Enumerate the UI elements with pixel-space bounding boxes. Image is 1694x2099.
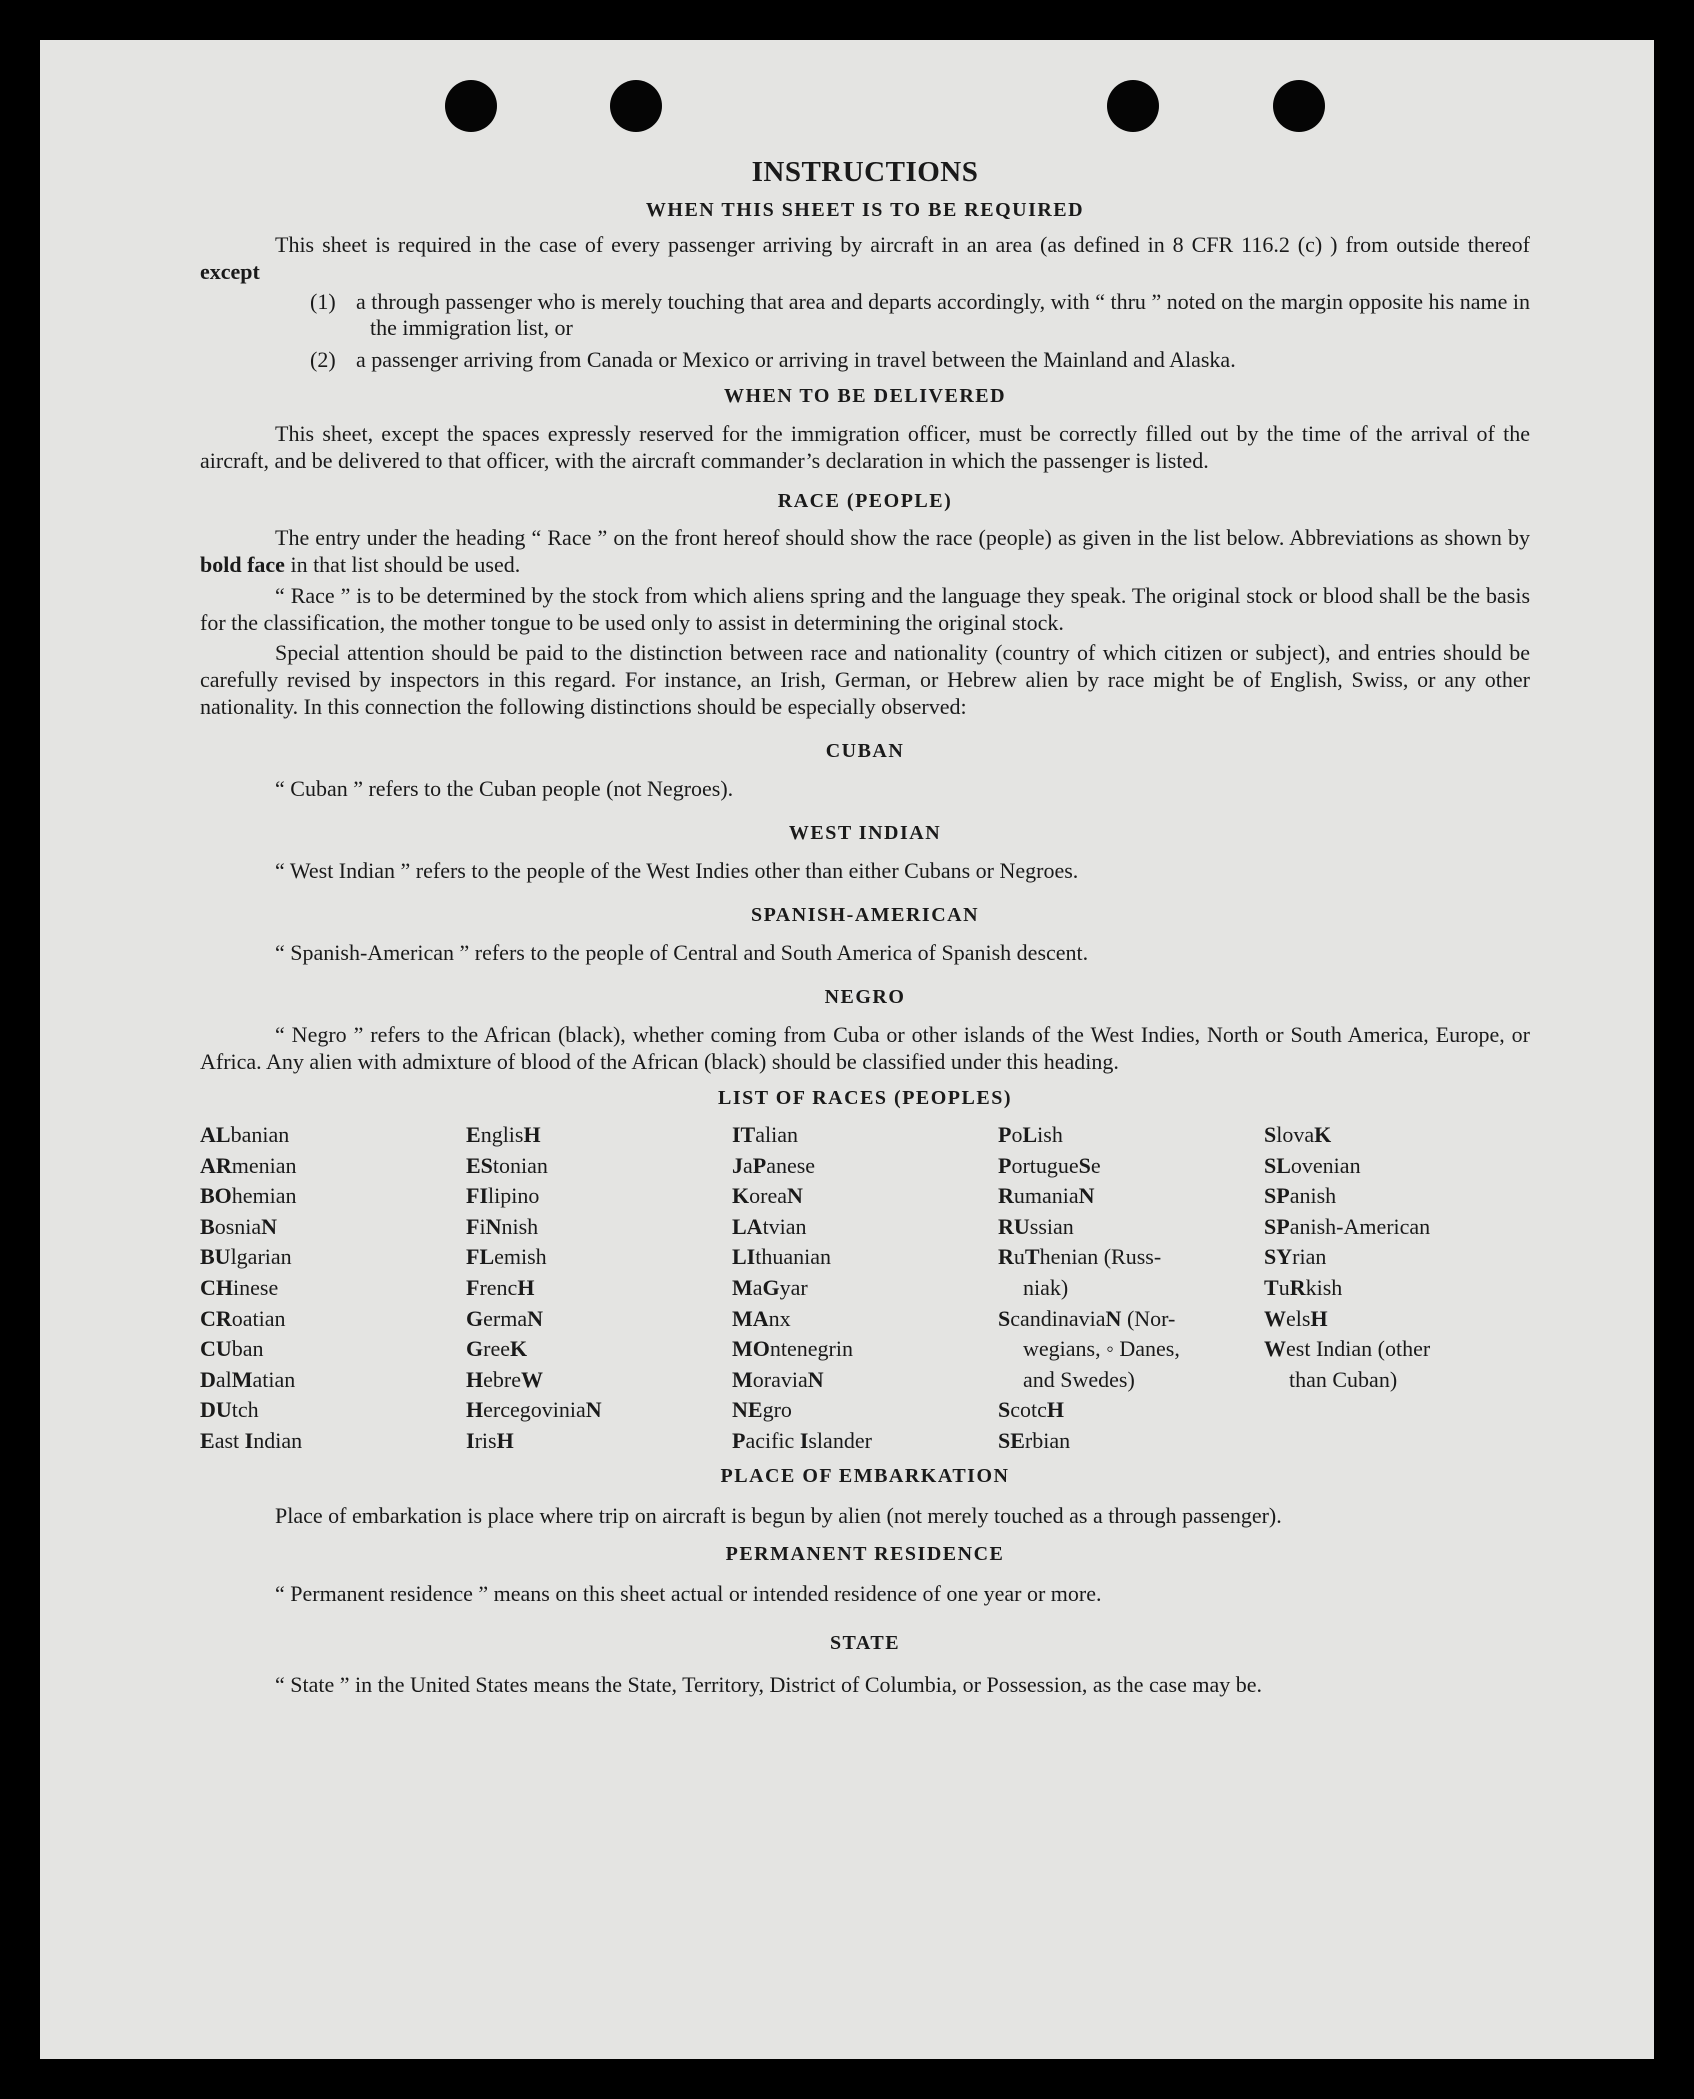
race-name-part: lipino bbox=[488, 1183, 540, 1209]
race-entry bbox=[200, 1334, 466, 1365]
required-item-1: (1) a through passenger who is merely touching that area and departs accordingly, with “ thru ” noted on the margin opposite his name in the immigration list, or bbox=[310, 289, 1530, 340]
race-name-part: al bbox=[215, 1366, 232, 1392]
race-name-part: thuanian bbox=[755, 1244, 832, 1270]
race-abbreviation: SE bbox=[998, 1427, 1025, 1453]
race-column bbox=[200, 1120, 466, 1457]
race-abbreviation: W bbox=[1264, 1336, 1286, 1362]
race-entry bbox=[998, 1120, 1264, 1151]
race-entry bbox=[998, 1334, 1264, 1365]
race-entry bbox=[1264, 1151, 1530, 1182]
race-abbreviation: J bbox=[732, 1152, 743, 1178]
cuban-text: “ Cuban ” refers to the Cuban people (not Negroes). bbox=[275, 776, 734, 801]
race-abbreviation: BO bbox=[200, 1183, 232, 1209]
race-abbreviation: N bbox=[585, 1397, 602, 1423]
heading-spanish-american: SPANISH-AMERICAN bbox=[750, 904, 980, 926]
race-entry bbox=[732, 1304, 998, 1335]
race-entry bbox=[200, 1181, 466, 1212]
race-name-part: nish bbox=[501, 1213, 539, 1239]
race-entry bbox=[466, 1334, 732, 1365]
heading-race: RACE (PEOPLE) bbox=[777, 490, 953, 512]
race-name-part: oatian bbox=[231, 1305, 286, 1331]
race-abbreviation: G bbox=[762, 1274, 780, 1300]
race-abbreviation: I bbox=[244, 1427, 254, 1453]
west-indian-text: “ West Indian ” refers to the people of the West Indies other than either Cubans or Negroes. bbox=[275, 858, 1079, 883]
race-column bbox=[998, 1120, 1264, 1457]
race-name-part: yar bbox=[779, 1274, 808, 1300]
race-entry bbox=[466, 1181, 732, 1212]
punch-hole bbox=[1107, 80, 1159, 132]
race-abbreviation: P bbox=[998, 1152, 1012, 1178]
race-name-part: osnia bbox=[214, 1213, 262, 1239]
embarkation-text: Place of embarkation is place where trip on aircraft is begun by alien (not merely touched as a through passenger). bbox=[275, 1502, 1282, 1528]
permanent-residence-text: “ Permanent residence ” means on this sheet actual or intended residence of one year or more. bbox=[275, 1580, 1102, 1606]
race-name-part: and Swedes) bbox=[1023, 1366, 1135, 1392]
race-paragraph-2: “ Race ” is to be determined by the stock from which aliens spring and the language they speak. The original stock or blood shall be the basis for the classification, the mother tongue to be used only to assist in determining the original stock. bbox=[200, 583, 1530, 635]
race-name-part: ris bbox=[474, 1427, 497, 1453]
race-abbreviation: H bbox=[466, 1397, 484, 1423]
race-name-part: ovenian bbox=[1290, 1152, 1361, 1178]
race-abbreviation: D bbox=[200, 1366, 216, 1392]
race-abbreviation: H bbox=[466, 1366, 484, 1392]
race-abbreviation: AL bbox=[200, 1122, 231, 1147]
race-name-part: niak) bbox=[1023, 1274, 1069, 1300]
instructions-content bbox=[200, 156, 1530, 1700]
race-abbreviation: IT bbox=[732, 1122, 756, 1147]
race-abbreviation: N bbox=[485, 1213, 502, 1239]
race-abbreviation: K bbox=[509, 1336, 528, 1362]
heading-cuban: CUBAN bbox=[825, 740, 905, 762]
race-entry bbox=[1264, 1365, 1530, 1396]
race-abbreviation: G bbox=[466, 1305, 484, 1331]
race-name-part: e bbox=[1090, 1152, 1101, 1178]
race-entry bbox=[200, 1395, 466, 1426]
race-entry bbox=[732, 1273, 998, 1304]
race-abbreviation: K bbox=[1314, 1122, 1332, 1147]
race-name-part: emish bbox=[494, 1244, 547, 1270]
race-abbreviation: N bbox=[786, 1183, 803, 1209]
race-abbreviation: AR bbox=[200, 1152, 232, 1178]
heading-west-indian: WEST INDIAN bbox=[788, 822, 942, 844]
race-abbreviation: M bbox=[732, 1274, 753, 1300]
race-entry bbox=[732, 1395, 998, 1426]
race-abbreviation: H bbox=[1310, 1305, 1328, 1331]
race-name-part: cotc bbox=[1010, 1397, 1047, 1423]
race-entry bbox=[998, 1151, 1264, 1182]
race-abbreviation: I bbox=[799, 1427, 809, 1453]
race-abbreviation: SP bbox=[1264, 1183, 1290, 1209]
race-entry bbox=[466, 1151, 732, 1182]
race-column bbox=[732, 1120, 998, 1457]
race-abbreviation: R bbox=[1289, 1274, 1306, 1300]
page-title: INSTRUCTIONS bbox=[751, 156, 979, 188]
race-abbreviation: ES bbox=[466, 1152, 493, 1178]
race-abbreviation: H bbox=[496, 1427, 514, 1453]
race-name-part: orea bbox=[749, 1183, 787, 1209]
race-abbreviation: S bbox=[1264, 1122, 1277, 1147]
race-abbreviation: S bbox=[998, 1397, 1011, 1423]
race-entry bbox=[732, 1242, 998, 1273]
punch-hole bbox=[1273, 80, 1325, 132]
race-entry bbox=[466, 1395, 732, 1426]
race-abbreviation: LI bbox=[732, 1244, 756, 1270]
spanish-american-text: “ Spanish-American ” refers to the people of Central and South America of Spanish descent. bbox=[275, 940, 1089, 965]
race-list bbox=[200, 1120, 1530, 1457]
race-paragraph-3: Special attention should be paid to the distinction between race and nationality (country of which citizen or subject), and entries should be carefully revised by inspectors in this regard. For instance, an Irish, German, or Hebrew alien by race might be of English, Swiss, or any other nationality. In this connection the following distinctions should be especially observed: bbox=[200, 640, 1530, 719]
race-name-part: o bbox=[1011, 1122, 1023, 1147]
race-entry bbox=[1264, 1212, 1530, 1243]
race-name-part: umania bbox=[1013, 1183, 1079, 1209]
race-name-part: a bbox=[743, 1152, 753, 1178]
race-abbreviation: K bbox=[732, 1183, 750, 1209]
race-entry bbox=[466, 1120, 732, 1151]
negro-text: “ Negro ” refers to the African (black), whether coming from Cuba or other islands of the West Indies, North or South America, Europe, or Africa. Any alien with admixture of blood of the African (black) should be classified under this heading. bbox=[200, 1022, 1530, 1074]
race-name-part: ban bbox=[231, 1336, 264, 1362]
race-entry bbox=[998, 1395, 1264, 1426]
race-abbreviation: F bbox=[466, 1274, 480, 1300]
race-abbreviation: R bbox=[998, 1183, 1014, 1209]
race-abbreviation: I bbox=[466, 1427, 475, 1453]
race-name-part: anish-American bbox=[1289, 1213, 1431, 1239]
race-name-part: nglis bbox=[480, 1122, 524, 1147]
race-entry bbox=[732, 1212, 998, 1243]
race-abbreviation: NE bbox=[732, 1397, 763, 1423]
race-abbreviation: N bbox=[527, 1305, 543, 1331]
race-name-part: anese bbox=[766, 1152, 816, 1178]
heading-state: STATE bbox=[829, 1631, 901, 1654]
race-entry bbox=[466, 1304, 732, 1335]
race-name-part: ercegovinia bbox=[483, 1397, 586, 1423]
race-entry bbox=[732, 1181, 998, 1212]
race-name-part: inese bbox=[233, 1274, 279, 1300]
race-entry bbox=[1264, 1273, 1530, 1304]
race-entry bbox=[200, 1212, 466, 1243]
race-entry bbox=[200, 1273, 466, 1304]
race-abbreviation: FL bbox=[466, 1244, 495, 1270]
race-name-part: atian bbox=[252, 1366, 296, 1392]
race-entry bbox=[1264, 1242, 1530, 1273]
race-name-part: tonian bbox=[492, 1152, 548, 1178]
race-entry bbox=[998, 1212, 1264, 1243]
race-entry bbox=[200, 1304, 466, 1335]
race-paragraph-1: The entry under the heading “ Race ” on the front hereof should show the race (people) as given in the list below. Abbreviations as shown by bold face in that list should be used. bbox=[200, 525, 1530, 577]
race-abbreviation: M bbox=[231, 1366, 253, 1392]
race-name-part: tvian bbox=[762, 1213, 807, 1239]
race-entry bbox=[998, 1304, 1264, 1335]
state-text: “ State ” in the United States means the State, Territory, District of Columbia, or Possession, as the case may be. bbox=[275, 1671, 1263, 1697]
race-name-part: renc bbox=[479, 1274, 518, 1300]
race-name-part: henian (Russ- bbox=[1039, 1244, 1162, 1270]
race-name-part: ebre bbox=[483, 1366, 521, 1392]
race-name-part: acific bbox=[745, 1427, 800, 1453]
required-intro: This sheet is required in the case of every passenger arriving by aircraft in an area (as defined in 8 CFR 116.2 (c) ) from outside thereof except bbox=[200, 232, 1530, 284]
race-entry bbox=[732, 1365, 998, 1396]
race-column bbox=[466, 1120, 732, 1457]
race-abbreviation: P bbox=[998, 1122, 1012, 1147]
race-abbreviation: H bbox=[523, 1122, 541, 1147]
race-abbreviation: B bbox=[200, 1213, 215, 1239]
race-entry bbox=[466, 1212, 732, 1243]
race-entry bbox=[732, 1151, 998, 1182]
race-abbreviation: H bbox=[517, 1274, 535, 1300]
heading-list-of-races: LIST OF RACES (PEOPLES) bbox=[717, 1087, 1012, 1109]
race-name-part: wegians, ◦ Danes, bbox=[1023, 1336, 1180, 1362]
race-abbreviation: F bbox=[466, 1213, 480, 1239]
race-name-part: gro bbox=[762, 1397, 792, 1423]
race-entry bbox=[732, 1120, 998, 1151]
race-entry bbox=[1264, 1120, 1530, 1151]
race-name-part: oravia bbox=[752, 1366, 808, 1392]
race-entry bbox=[466, 1242, 732, 1273]
race-entry bbox=[466, 1365, 732, 1396]
race-abbreviation: LA bbox=[732, 1213, 763, 1239]
race-abbreviation: SL bbox=[1264, 1152, 1291, 1178]
race-abbreviation: N bbox=[1078, 1183, 1095, 1209]
race-name-part: ish bbox=[1037, 1122, 1063, 1147]
race-abbreviation: T bbox=[1264, 1274, 1279, 1300]
race-name-part: lova bbox=[1276, 1122, 1315, 1147]
document-page bbox=[40, 40, 1654, 2059]
race-abbreviation: M bbox=[732, 1366, 753, 1392]
race-entry bbox=[1264, 1334, 1530, 1365]
race-abbreviation: MA bbox=[732, 1305, 769, 1331]
race-abbreviation: CR bbox=[200, 1305, 232, 1331]
race-abbreviation: T bbox=[1024, 1244, 1040, 1270]
race-name-part: els bbox=[1286, 1305, 1311, 1331]
race-name-part: than Cuban) bbox=[1289, 1366, 1398, 1392]
race-name-part: ntenegrin bbox=[769, 1336, 853, 1362]
race-abbreviation: SY bbox=[1264, 1244, 1293, 1270]
heading-delivered: WHEN TO BE DELIVERED bbox=[723, 385, 1007, 407]
race-abbreviation: N bbox=[1105, 1305, 1122, 1331]
race-entry bbox=[732, 1426, 998, 1457]
race-abbreviation: N bbox=[261, 1213, 278, 1239]
race-entry bbox=[200, 1365, 466, 1396]
heading-required: WHEN THIS SHEET IS TO BE REQUIRED bbox=[645, 199, 1085, 221]
race-entry bbox=[200, 1151, 466, 1182]
race-entry bbox=[200, 1242, 466, 1273]
race-abbreviation: SP bbox=[1264, 1213, 1290, 1239]
race-abbreviation: L bbox=[1022, 1122, 1038, 1147]
race-abbreviation: H bbox=[1046, 1397, 1065, 1423]
punch-hole bbox=[445, 80, 497, 132]
race-name-part: i bbox=[479, 1213, 486, 1239]
race-abbreviation: P bbox=[732, 1427, 746, 1453]
race-name-part: kish bbox=[1305, 1274, 1343, 1300]
race-abbreviation: W bbox=[520, 1366, 543, 1392]
race-abbreviation: G bbox=[466, 1336, 484, 1362]
race-name-part: (Nor- bbox=[1121, 1305, 1176, 1331]
race-abbreviation: S bbox=[998, 1305, 1011, 1331]
race-abbreviation: RU bbox=[998, 1213, 1030, 1239]
race-entry bbox=[732, 1334, 998, 1365]
race-entry bbox=[998, 1242, 1264, 1273]
race-abbreviation: CU bbox=[200, 1336, 232, 1362]
race-abbreviation: R bbox=[998, 1244, 1014, 1270]
race-name-part: ndian bbox=[253, 1427, 303, 1453]
race-entry bbox=[998, 1426, 1264, 1457]
race-entry bbox=[1264, 1304, 1530, 1335]
race-name-part: est Indian (other bbox=[1286, 1336, 1431, 1362]
race-name-part: ortugue bbox=[1011, 1152, 1079, 1178]
race-name-part: nx bbox=[768, 1305, 791, 1331]
race-abbreviation: S bbox=[1078, 1152, 1091, 1178]
delivered-text: This sheet, except the spaces expressly reserved for the immigration officer, must be correctly filled out by the time of the arrival of the aircraft, and be delivered to that officer, with the aircraft commander’s declaration in which the passenger is listed. bbox=[200, 421, 1530, 473]
race-abbreviation: CH bbox=[200, 1274, 233, 1300]
race-name-part: u bbox=[1013, 1244, 1025, 1270]
race-name-part: menian bbox=[231, 1152, 297, 1178]
race-name-part: a bbox=[752, 1274, 763, 1300]
race-name-part: candinavia bbox=[1010, 1305, 1106, 1331]
race-name-part: banian bbox=[230, 1122, 290, 1147]
race-entry bbox=[200, 1426, 466, 1457]
race-entry bbox=[998, 1365, 1264, 1396]
heading-negro: NEGRO bbox=[824, 986, 906, 1008]
race-name-part: hemian bbox=[231, 1183, 297, 1209]
race-abbreviation: MO bbox=[732, 1336, 770, 1362]
race-name-part: tch bbox=[231, 1397, 259, 1423]
race-name-part: alian bbox=[755, 1122, 799, 1147]
race-entry bbox=[998, 1273, 1264, 1304]
heading-permanent-residence: PERMANENT RESIDENCE bbox=[725, 1542, 1005, 1565]
required-item-2: (2) a passenger arriving from Canada or Mexico or arriving in travel between the Mainland and Alaska. bbox=[310, 347, 1236, 372]
race-name-part: u bbox=[1278, 1274, 1290, 1300]
race-name-part: anish bbox=[1289, 1183, 1337, 1209]
race-abbreviation: P bbox=[752, 1152, 767, 1178]
race-abbreviation: W bbox=[1264, 1305, 1286, 1331]
punch-hole bbox=[610, 80, 662, 132]
race-name-part: rbian bbox=[1024, 1427, 1071, 1453]
race-abbreviation: N bbox=[807, 1366, 824, 1392]
race-name-part: ssian bbox=[1029, 1213, 1074, 1239]
race-abbreviation: FI bbox=[466, 1183, 488, 1209]
race-entry bbox=[200, 1120, 466, 1151]
race-entry bbox=[998, 1181, 1264, 1212]
heading-embarkation: PLACE OF EMBARKATION bbox=[720, 1464, 1010, 1487]
race-entry bbox=[1264, 1181, 1530, 1212]
race-abbreviation: BU bbox=[200, 1244, 231, 1270]
race-entry bbox=[466, 1273, 732, 1304]
race-abbreviation: DU bbox=[200, 1397, 232, 1423]
race-name-part: slander bbox=[808, 1427, 872, 1453]
race-name-part: lgarian bbox=[230, 1244, 292, 1270]
race-name-part: ree bbox=[483, 1336, 510, 1362]
race-name-part: ast bbox=[214, 1427, 245, 1453]
race-name-part: erma bbox=[483, 1305, 528, 1331]
race-abbreviation: E bbox=[200, 1427, 215, 1453]
race-entry bbox=[466, 1426, 732, 1457]
race-column bbox=[1264, 1120, 1530, 1457]
race-abbreviation: E bbox=[466, 1122, 481, 1147]
race-name-part: rian bbox=[1292, 1244, 1327, 1270]
